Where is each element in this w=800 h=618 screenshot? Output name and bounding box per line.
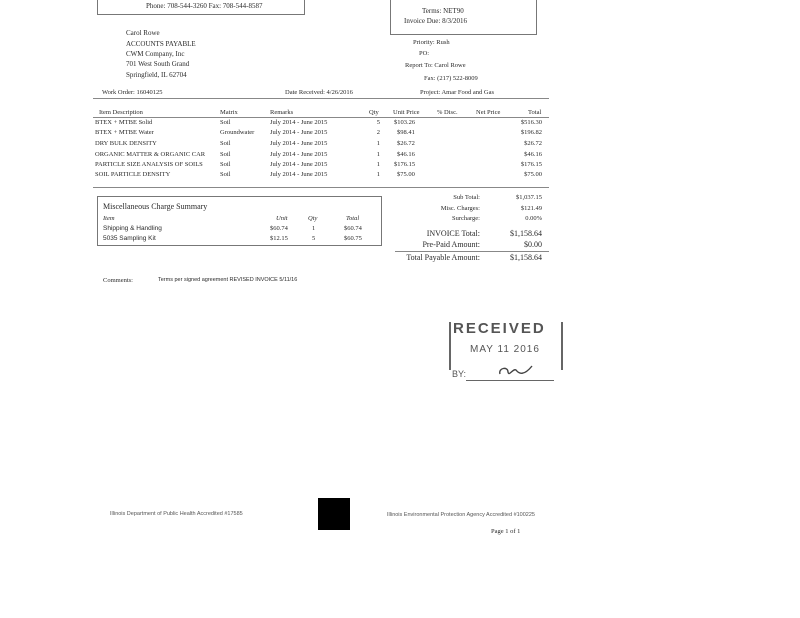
invoice-due: Invoice Due: 8/3/2016 <box>404 17 467 25</box>
cell-matrix: Soil <box>220 140 231 147</box>
cell-description: BTEX + MTBE Solid <box>95 119 153 126</box>
terms: Terms: NET90 <box>422 7 464 15</box>
cell-qty: 1 <box>376 171 380 178</box>
divider <box>93 98 549 99</box>
cell-total: $75.00 <box>524 171 542 178</box>
fax: Fax: (217) 522-8009 <box>424 75 478 82</box>
cell-remarks: July 2014 - June 2015 <box>270 171 328 178</box>
table-bottom-rule <box>93 187 549 188</box>
cell-total: $176.15 <box>520 161 542 168</box>
comments-label: Comments: <box>103 277 133 284</box>
footer-left: Illinois Department of Public Health Accredited #17585 <box>110 511 243 517</box>
po: PO: <box>419 50 430 57</box>
cell-unit-price: $176.15 <box>394 161 416 168</box>
col-header-unit-price: Unit Price <box>393 109 420 116</box>
sub-total-label: Sub Total: <box>453 194 480 201</box>
cell-unit-price: $98.41 <box>397 129 415 136</box>
sub-total-value: $1,037.15 <box>516 194 542 201</box>
cell-matrix: Soil <box>220 161 231 168</box>
col-header-matrix: Matrix <box>220 109 238 116</box>
misc-cell-total: $60.74 <box>344 225 362 232</box>
page-number: Page 1 of 1 <box>491 528 521 535</box>
cell-description: ORGANIC MATTER & ORGANIC CAR <box>95 151 206 158</box>
priority: Priority: Rush <box>413 39 450 46</box>
cell-total: $516.30 <box>520 119 542 126</box>
cell-matrix: Soil <box>220 151 231 158</box>
misc-header-item: Item <box>103 215 115 222</box>
cell-total: $26.72 <box>524 140 542 147</box>
col-header-net-price: Net Price <box>476 109 501 116</box>
bill-to-line: 701 West South Grand <box>126 60 190 68</box>
cell-unit-price: $103.26 <box>394 119 416 126</box>
bill-to-line: Springfield, IL 62704 <box>126 71 187 79</box>
signature-icon <box>496 360 536 380</box>
cell-remarks: July 2014 - June 2015 <box>270 119 328 126</box>
project: Project: Amar Food and Gas <box>420 89 495 96</box>
misc-header-qty: Qty <box>308 215 318 222</box>
totals-rule <box>395 251 549 252</box>
bill-to-line: CWM Company, Inc <box>126 50 185 58</box>
cell-unit-price: $26.72 <box>397 140 415 147</box>
misc-cell-total: $60.75 <box>344 235 362 242</box>
prepaid-label: Pre-Paid Amount: <box>422 240 480 249</box>
misc-cell-item: 5035 Sampling Kit <box>103 235 156 242</box>
cell-qty: 1 <box>376 140 380 147</box>
surcharge-label: Surcharge: <box>451 215 480 222</box>
col-header-total: Total <box>528 109 542 116</box>
cell-total: $196.82 <box>520 129 542 136</box>
cell-unit-price: $75.00 <box>397 171 415 178</box>
footer-right: Illinois Environmental Protection Agency Accredited #100225 <box>387 512 535 518</box>
cell-unit-price: $46.16 <box>397 151 415 158</box>
comments-text: Terms per signed agreement REVISED INVOICE 5/11/16 <box>158 277 298 283</box>
invoice-total-value: $1,158.64 <box>510 229 542 238</box>
cell-description: SOIL PARTICLE DENSITY <box>95 171 171 178</box>
cell-remarks: July 2014 - June 2015 <box>270 140 328 147</box>
payable-label: Total Payable Amount: <box>406 253 480 262</box>
stamp-date: MAY 11 2016 <box>470 344 540 355</box>
cell-remarks: July 2014 - June 2015 <box>270 161 328 168</box>
misc-summary-title: Miscellaneous Charge Summary <box>103 202 208 211</box>
col-header-remarks: Remarks <box>270 109 294 116</box>
stamp-by-line <box>466 380 554 381</box>
col-header-disc: % Disc. <box>437 109 458 116</box>
surcharge-value: 0.00% <box>525 215 542 222</box>
col-header-qty: Qty <box>369 109 379 116</box>
report-to: Report To: Carol Rowe <box>405 62 466 69</box>
cell-qty: 1 <box>376 161 380 168</box>
cell-total: $46.16 <box>524 151 542 158</box>
misc-cell-item: Shipping & Handling <box>103 225 162 232</box>
misc-charges-label: Misc. Charges: <box>440 205 480 212</box>
cell-description: PARTICLE SIZE ANALYSIS OF SOILS <box>95 161 203 168</box>
bill-to-line: ACCOUNTS PAYABLE <box>126 40 196 48</box>
cell-matrix: Soil <box>220 119 231 126</box>
stamp-by: BY: <box>452 369 467 379</box>
misc-header-unit: Unit <box>276 215 288 222</box>
black-square-block <box>318 498 350 530</box>
phone-fax: Phone: 708-544-3260 Fax: 708-544-8587 <box>146 2 263 10</box>
cell-matrix: Groundwater <box>220 129 255 136</box>
misc-header-total: Total <box>346 215 360 222</box>
date-received: Date Received: 4/26/2016 <box>285 89 353 96</box>
work-order: Work Order: 16040125 <box>102 89 163 96</box>
misc-cell-qty: 1 <box>312 225 316 232</box>
payable-value: $1,158.64 <box>510 253 542 262</box>
misc-cell-unit: $60.74 <box>270 225 288 232</box>
cell-matrix: Soil <box>220 171 231 178</box>
cell-description: DRY BULK DENSITY <box>95 140 157 147</box>
misc-charges-value: $121.49 <box>520 205 542 212</box>
cell-qty: 2 <box>376 129 380 136</box>
col-header-description: Item Description <box>99 109 143 116</box>
cell-qty: 1 <box>376 151 380 158</box>
invoice-total-label: INVOICE Total: <box>426 229 480 238</box>
cell-qty: 5 <box>376 119 380 126</box>
cell-description: BTEX + MTBE Water <box>95 129 154 136</box>
misc-cell-unit: $12.15 <box>270 235 288 242</box>
prepaid-value: $0.00 <box>524 240 542 249</box>
cell-remarks: July 2014 - June 2015 <box>270 129 328 136</box>
table-header-rule <box>93 117 549 118</box>
bill-to-line: Carol Rowe <box>126 29 160 37</box>
misc-cell-qty: 5 <box>312 235 316 242</box>
cell-remarks: July 2014 - June 2015 <box>270 151 328 158</box>
stamp-received: RECEIVED <box>453 320 546 337</box>
